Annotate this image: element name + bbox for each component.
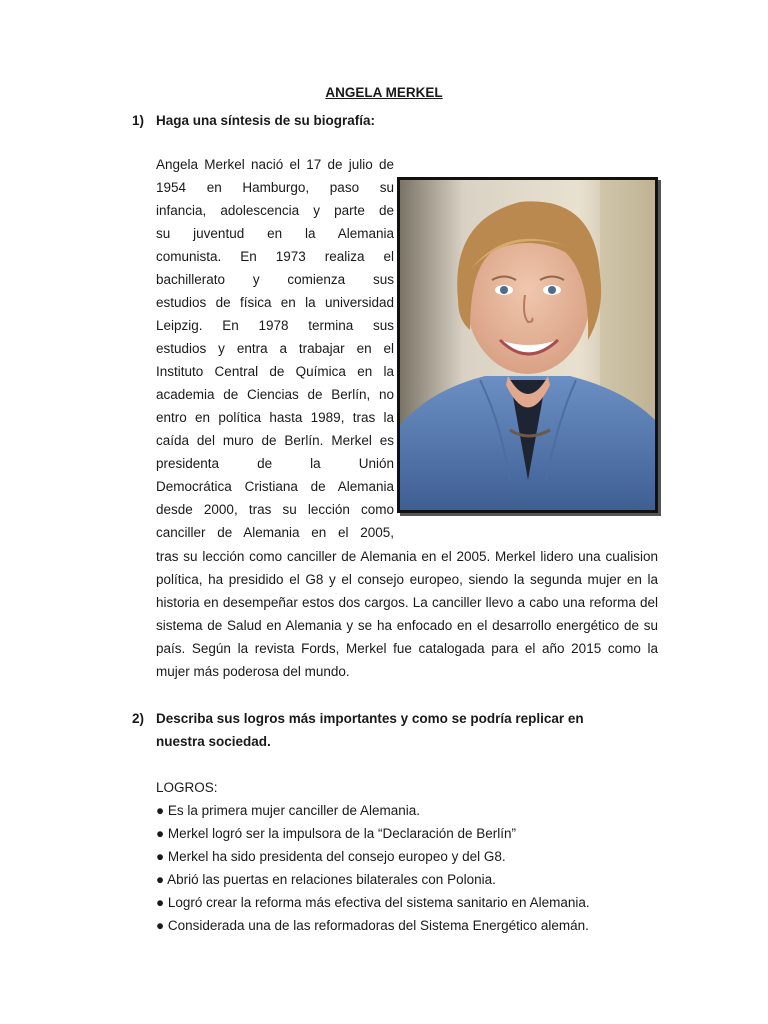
list-item: ● Logró crear la reforma más efectiva del sistema sanitario en Alemania. xyxy=(156,895,590,910)
bio-line: Leipzig. En 1978 termina sus xyxy=(156,318,394,333)
bio-line: Democrática Cristiana de Alemania xyxy=(156,479,394,494)
bio-line: su juventud en la Alemania xyxy=(156,226,394,241)
question-2-number: 2) xyxy=(132,711,145,726)
bio-line: Instituto Central de Química en la xyxy=(156,364,394,379)
bio-line: estudios de física en la universidad xyxy=(156,295,394,310)
question-2-text: Describa sus logros más importantes y como se podría replicar en nuestra sociedad. xyxy=(156,711,584,749)
bio-line: comunista. En 1973 realiza el xyxy=(156,249,394,264)
document-title: ANGELA MERKEL xyxy=(325,85,443,100)
portrait-photo xyxy=(397,177,658,513)
bio-line: 1954 en Hamburgo, paso su xyxy=(156,180,394,195)
question-1-text: Haga una síntesis de su biografía: xyxy=(156,113,376,128)
bio-line: infancia, adolescencia y parte de xyxy=(156,203,394,218)
bio-line: presidenta de la Unión xyxy=(156,456,394,471)
question-1-number: 1) xyxy=(132,113,145,128)
bio-line: desde 2000, tras su lección como xyxy=(156,502,394,517)
list-item: ● Merkel logró ser la impulsora de la “Declaración de Berlín” xyxy=(156,826,517,841)
achievements-heading: LOGROS: xyxy=(156,780,218,795)
bio-line: caída del muro de Berlín. Merkel es xyxy=(156,433,394,448)
list-item: ● Considerada una de las reformadoras del Sistema Energético alemán. xyxy=(156,918,589,933)
list-item: ● Es la primera mujer canciller de Alemania. xyxy=(156,803,421,818)
bio-line: estudios y entra a trabajar en el xyxy=(156,341,394,356)
achievements-list xyxy=(156,776,676,937)
list-item: ● Abrió las puertas en relaciones bilaterales con Polonia. xyxy=(156,872,496,887)
list-item: ● Merkel ha sido presidenta del consejo europeo y del G8. xyxy=(156,849,506,864)
bio-line: academia de Ciencias de Berlín, no xyxy=(156,387,394,402)
bio-line: entro en política hasta 1989, tras la xyxy=(156,410,394,425)
biography-text-full-width: tras su lección como canciller de Alemania en el 2005. Merkel lidero una cualision política, ha presidido el G8 y el consejo europeo, siendo la segunda mujer en la historia en desempeñar estos dos cargos. La canciller llevo a cabo una reforma del sistema de Salud en Alemania y se ha enfocado en el desarrollo energético de su país. Según la revista Fords, Merkel fue catalogada para el año 2015 como la mujer más poderosa del mundo. xyxy=(156,549,658,679)
bio-line: bachillerato y comienza sus xyxy=(156,272,394,287)
bio-line: Angela Merkel nació el 17 de julio de xyxy=(156,157,394,172)
bio-line: canciller de Alemania en el 2005, xyxy=(156,525,394,540)
biography-text-column xyxy=(156,153,394,544)
